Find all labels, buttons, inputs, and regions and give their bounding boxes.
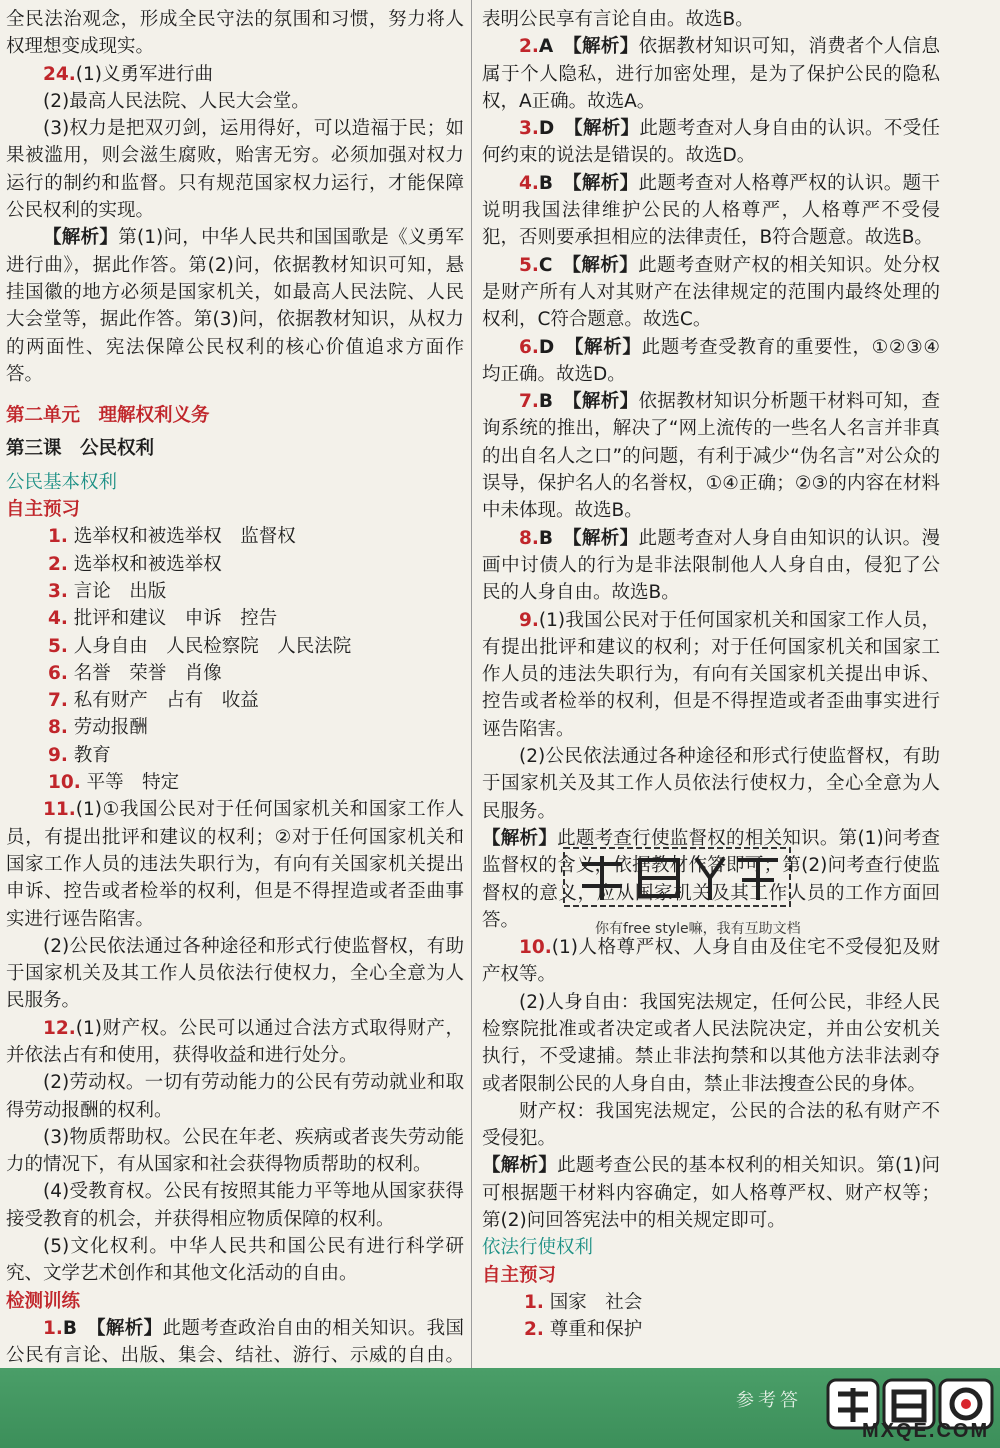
list-item-text: 名誉 荣誉 肖像: [73, 662, 222, 684]
q12-part1: 12.(1)财产权。公民可以通过合法方式取得财产，并依法占有和使用，获得收益和进行处分。: [6, 1017, 464, 1066]
list-item-text: 选举权和被选举权: [73, 553, 222, 575]
analysis-text: 此题考查财产权的相关知识。处分权是财产所有人对其财产在法律规定的范围内最终处理的权利，C符合题意。故选C。: [482, 254, 940, 331]
q24-analysis: 【解析】第(1)问，中华人民共和国国歌是《义勇军进行曲》，据此作答。第(2)问，依据教材知识可知，悬挂国徽的地方必须是国家机关，如最高人民法院、人民大会堂等，据此作答。第(3)问，依据教材知识，从权力的两面性、宪法保障公民权利的核心价值追求方面作答。: [6, 227, 464, 385]
watermark-stamp-icon: [562, 842, 792, 912]
list-item: [6, 605, 464, 632]
q10-part3: 财产权：我国宪法规定，公民的合法的私有财产不受侵犯。: [482, 1100, 940, 1150]
answer-number: 2.: [519, 36, 539, 58]
list-item: [6, 633, 464, 660]
continued-answer: 表明公民享有言论自由。故选B。: [482, 9, 754, 30]
list-item-number: 10.: [48, 772, 81, 794]
footer-label: 参考答: [736, 1390, 802, 1411]
list-item: [482, 1289, 940, 1316]
section-preview: 自主预习: [6, 499, 81, 521]
answer-choice: D: [538, 336, 555, 358]
list-item-number: 2.: [524, 1319, 544, 1341]
list-item-text: 人身自由 人民检察院 人民法院: [73, 635, 352, 657]
preview-answer-list: [6, 523, 464, 796]
list-item-text: 私有财产 占有 收益: [73, 690, 259, 712]
continued-paragraph: 全民法治观念，形成全民守法的氛围和习惯，努力将人权理想变成现实。: [6, 9, 464, 58]
list-item-number: 9.: [48, 744, 68, 766]
test-answer-item: [482, 252, 940, 334]
list-item-number: 1.: [48, 526, 68, 548]
list-item-number: 2.: [48, 553, 68, 575]
answer-choice: C: [538, 254, 553, 276]
list-item-number: 6.: [48, 662, 68, 684]
test-answer-item: [482, 115, 940, 170]
list-item-number: 1.: [524, 1291, 544, 1313]
answer-number: 8.: [519, 527, 539, 549]
list-item: [6, 714, 464, 741]
answer-number: 5.: [519, 254, 539, 276]
answer-choice: D: [538, 118, 555, 140]
list-item-text: 言论 出版: [73, 580, 167, 602]
q11-part1: 11.(1)①我国公民对于任何国家机关和国家工作人员，有提出批评和建议的权利；②对于任何国家机关和国家工作人员的违法失职行为，有向有关国家机关提出申诉、控告或者检举的权利，但是不得捏造或者歪曲事实进行诬告陷害。: [6, 799, 464, 930]
test-answer-item: [482, 525, 940, 607]
list-item-number: 8.: [48, 717, 68, 739]
test-answer-list: [482, 33, 940, 606]
analysis-text: 此题考查受教育的重要性，①②③④均正确。故选D。: [482, 336, 940, 385]
answer-choice: B: [538, 391, 554, 413]
analysis-label: 【解析】: [572, 391, 639, 413]
list-item: [6, 687, 464, 714]
list-item-number: 7.: [48, 690, 68, 712]
analysis-text: 此题考查对人身自由的认识。不受任何约束的说法是错误的。故选D。: [482, 118, 940, 167]
column-divider: [471, 0, 472, 1368]
analysis-label: 【解析】: [573, 118, 640, 140]
list-item-text: 选举权和被选举权 监督权: [73, 526, 296, 548]
answer-number: 6.: [519, 336, 539, 358]
analysis-label: 【解析】: [572, 527, 639, 549]
q10-part2: (2)人身自由：我国宪法规定，任何公民，非经人民检察院批准或者决定或者人民法院决定，并由公安机关执行，不受逮捕。禁止非法拘禁和以其他方法非法剥夺或者限制公民的人身自由，禁止非法搜查公民的身体。: [482, 991, 940, 1095]
unit-title: 第二单元 理解权利义务: [6, 405, 210, 427]
q9-part2: (2)公民依法通过各种途径和形式行使监督权，有助于国家机关及其工作人员依法行使权力，全心全意为人民服务。: [482, 746, 940, 822]
topic2-title: 依法行使权利: [482, 1237, 594, 1259]
test-answer-item: [482, 334, 940, 389]
preview-answer-list-2: [482, 1289, 940, 1344]
list-item-text: 劳动报酬: [73, 717, 148, 739]
q24-part2: (2)最高人民法院、人民大会堂。: [43, 90, 310, 112]
q9-analysis: 【解析】此题考查行使监督权的相关知识。第(1)问考查监督权的含义，依据教材作答即可；第(2)问考查行使监督权的意义，应从国家机关及其工作人员的工作方面回答。: [482, 827, 940, 931]
analysis-text: 此题考查对人身自由知识的认识。漫画中讨债人的行为是非法限制他人人身自由，侵犯了公民的人身自由。故选B。: [482, 527, 940, 604]
topic-title: 公民基本权利: [6, 471, 118, 493]
answer-choice: B: [538, 172, 554, 194]
q24-part3: (3)权力是把双刃剑，运用得好，可以造福于民；如果被滥用，则会滋生腐败，贻害无穷。必须加强对权力运行的制约和监督。只有规范国家权力运行，才能保障公民权利的实现。: [6, 118, 464, 222]
lesson-title: 第三课 公民权利: [6, 438, 155, 460]
analysis-label: 【解析】: [571, 254, 639, 276]
right-column: [482, 6, 940, 1344]
q10-analysis: 【解析】此题考查公民的基本权利的相关知识。第(1)问可根据题干材料内容确定，如人格尊严权、财产权等；第(2)问回答宪法中的相关规定即可。: [482, 1155, 940, 1232]
test-answer-item: [482, 170, 940, 252]
answer-choice: A: [538, 36, 554, 58]
q12-part5: (5)文化权利。中华人民共和国公民有进行科学研究、文学艺术创作和其他文化活动的自由。: [6, 1236, 464, 1285]
analysis-text: 此题考查对人格尊严权的认识。题干说明我国法律维护公民的人格尊严，人格尊严不受侵犯，否则要承担相应的法律责任，B符合题意。故选B。: [482, 172, 940, 249]
analysis-text: 依据教材知识分析题干材料可知，查询系统的推出，解决了“网上流传的一些名人名言并非真的出自名人之口”的问题，有利于减少“伪名言”对公众的误导，保护名人的名誉权，①④正确；②③的内容在材料中未体现。故选B。: [482, 391, 940, 522]
q10-part1: 10.(1)人格尊严权、人身自由及住宅不受侵犯及财产权等。: [482, 937, 940, 986]
q12-part3: (3)物质帮助权。公民在年老、疾病或者丧失劳动能力的情况下，有从国家和社会获得物质帮助的权利。: [6, 1126, 464, 1176]
analysis-label: 【解析】: [574, 336, 642, 358]
list-item-text: 尊重和保护: [549, 1319, 643, 1341]
q12-part2: (2)劳动权。一切有劳动能力的公民有劳动就业和取得劳动报酬的权利。: [6, 1072, 464, 1121]
list-item: [6, 742, 464, 769]
analysis-label: 【解析】: [572, 36, 639, 58]
answer-number: 4.: [519, 172, 539, 194]
list-item-text: 教育: [73, 744, 111, 766]
list-item: [482, 1316, 940, 1343]
answer-number: 7.: [519, 391, 539, 413]
list-item-number: 5.: [48, 635, 68, 657]
test-answer-item: [482, 388, 940, 524]
list-item-text: 批评和建议 申诉 控告: [73, 608, 278, 630]
left-column: [6, 6, 464, 1397]
test-item-1: 1.B 【解析】此题考查政治自由的相关知识。我国公民有言论、出版、集会、结社、游行、示威的自由。: [6, 1317, 464, 1367]
test-answer-item: [482, 33, 940, 115]
answer-choice: B: [538, 527, 554, 549]
q11-part2: (2)公民依法通过各种途径和形式行使监督权，有助于国家机关及其工作人员依法行使权力，全心全意为人民服务。: [6, 935, 464, 1012]
list-item: [6, 523, 464, 550]
analysis-text: 依据教材知识可知，消费者个人信息属于个人隐私，进行加密处理，是为了保护公民的隐私权，A正确。故选A。: [482, 36, 940, 112]
section-preview-2: 自主预习: [482, 1264, 557, 1286]
list-item-number: 3.: [48, 580, 68, 602]
list-item-text: 平等 特定: [86, 772, 180, 794]
list-item: [6, 551, 464, 578]
list-item-number: 4.: [48, 608, 68, 630]
q12-part4: (4)受教育权。公民有按照其能力平等地从国家获得接受教育的机会，并获得相应物质保障的权利。: [6, 1181, 464, 1230]
q9-part1: 9.(1)我国公民对于任何国家机关和国家工作人员，有提出批评和建议的权利；对于任何国家机关和国家工作人员的违法失职行为，有向有关国家机关提出申诉、控告或者检举的权利，但是不得捏造或者歪曲事实进行诬告陷害。: [482, 609, 940, 740]
list-item: [6, 769, 464, 796]
list-item-text: 国家 社会: [549, 1291, 643, 1313]
watermark-url: MXQE.COM: [862, 1420, 990, 1442]
answer-number: 3.: [519, 118, 539, 140]
stamp-caption: 你有free style嘛，我有互助文档: [595, 921, 801, 937]
section-test: 检测训练: [6, 1290, 81, 1312]
list-item: [6, 578, 464, 605]
analysis-label: 【解析】: [572, 172, 639, 194]
q24-part1: 24.(1)义勇军进行曲: [43, 63, 213, 85]
list-item: [6, 660, 464, 687]
